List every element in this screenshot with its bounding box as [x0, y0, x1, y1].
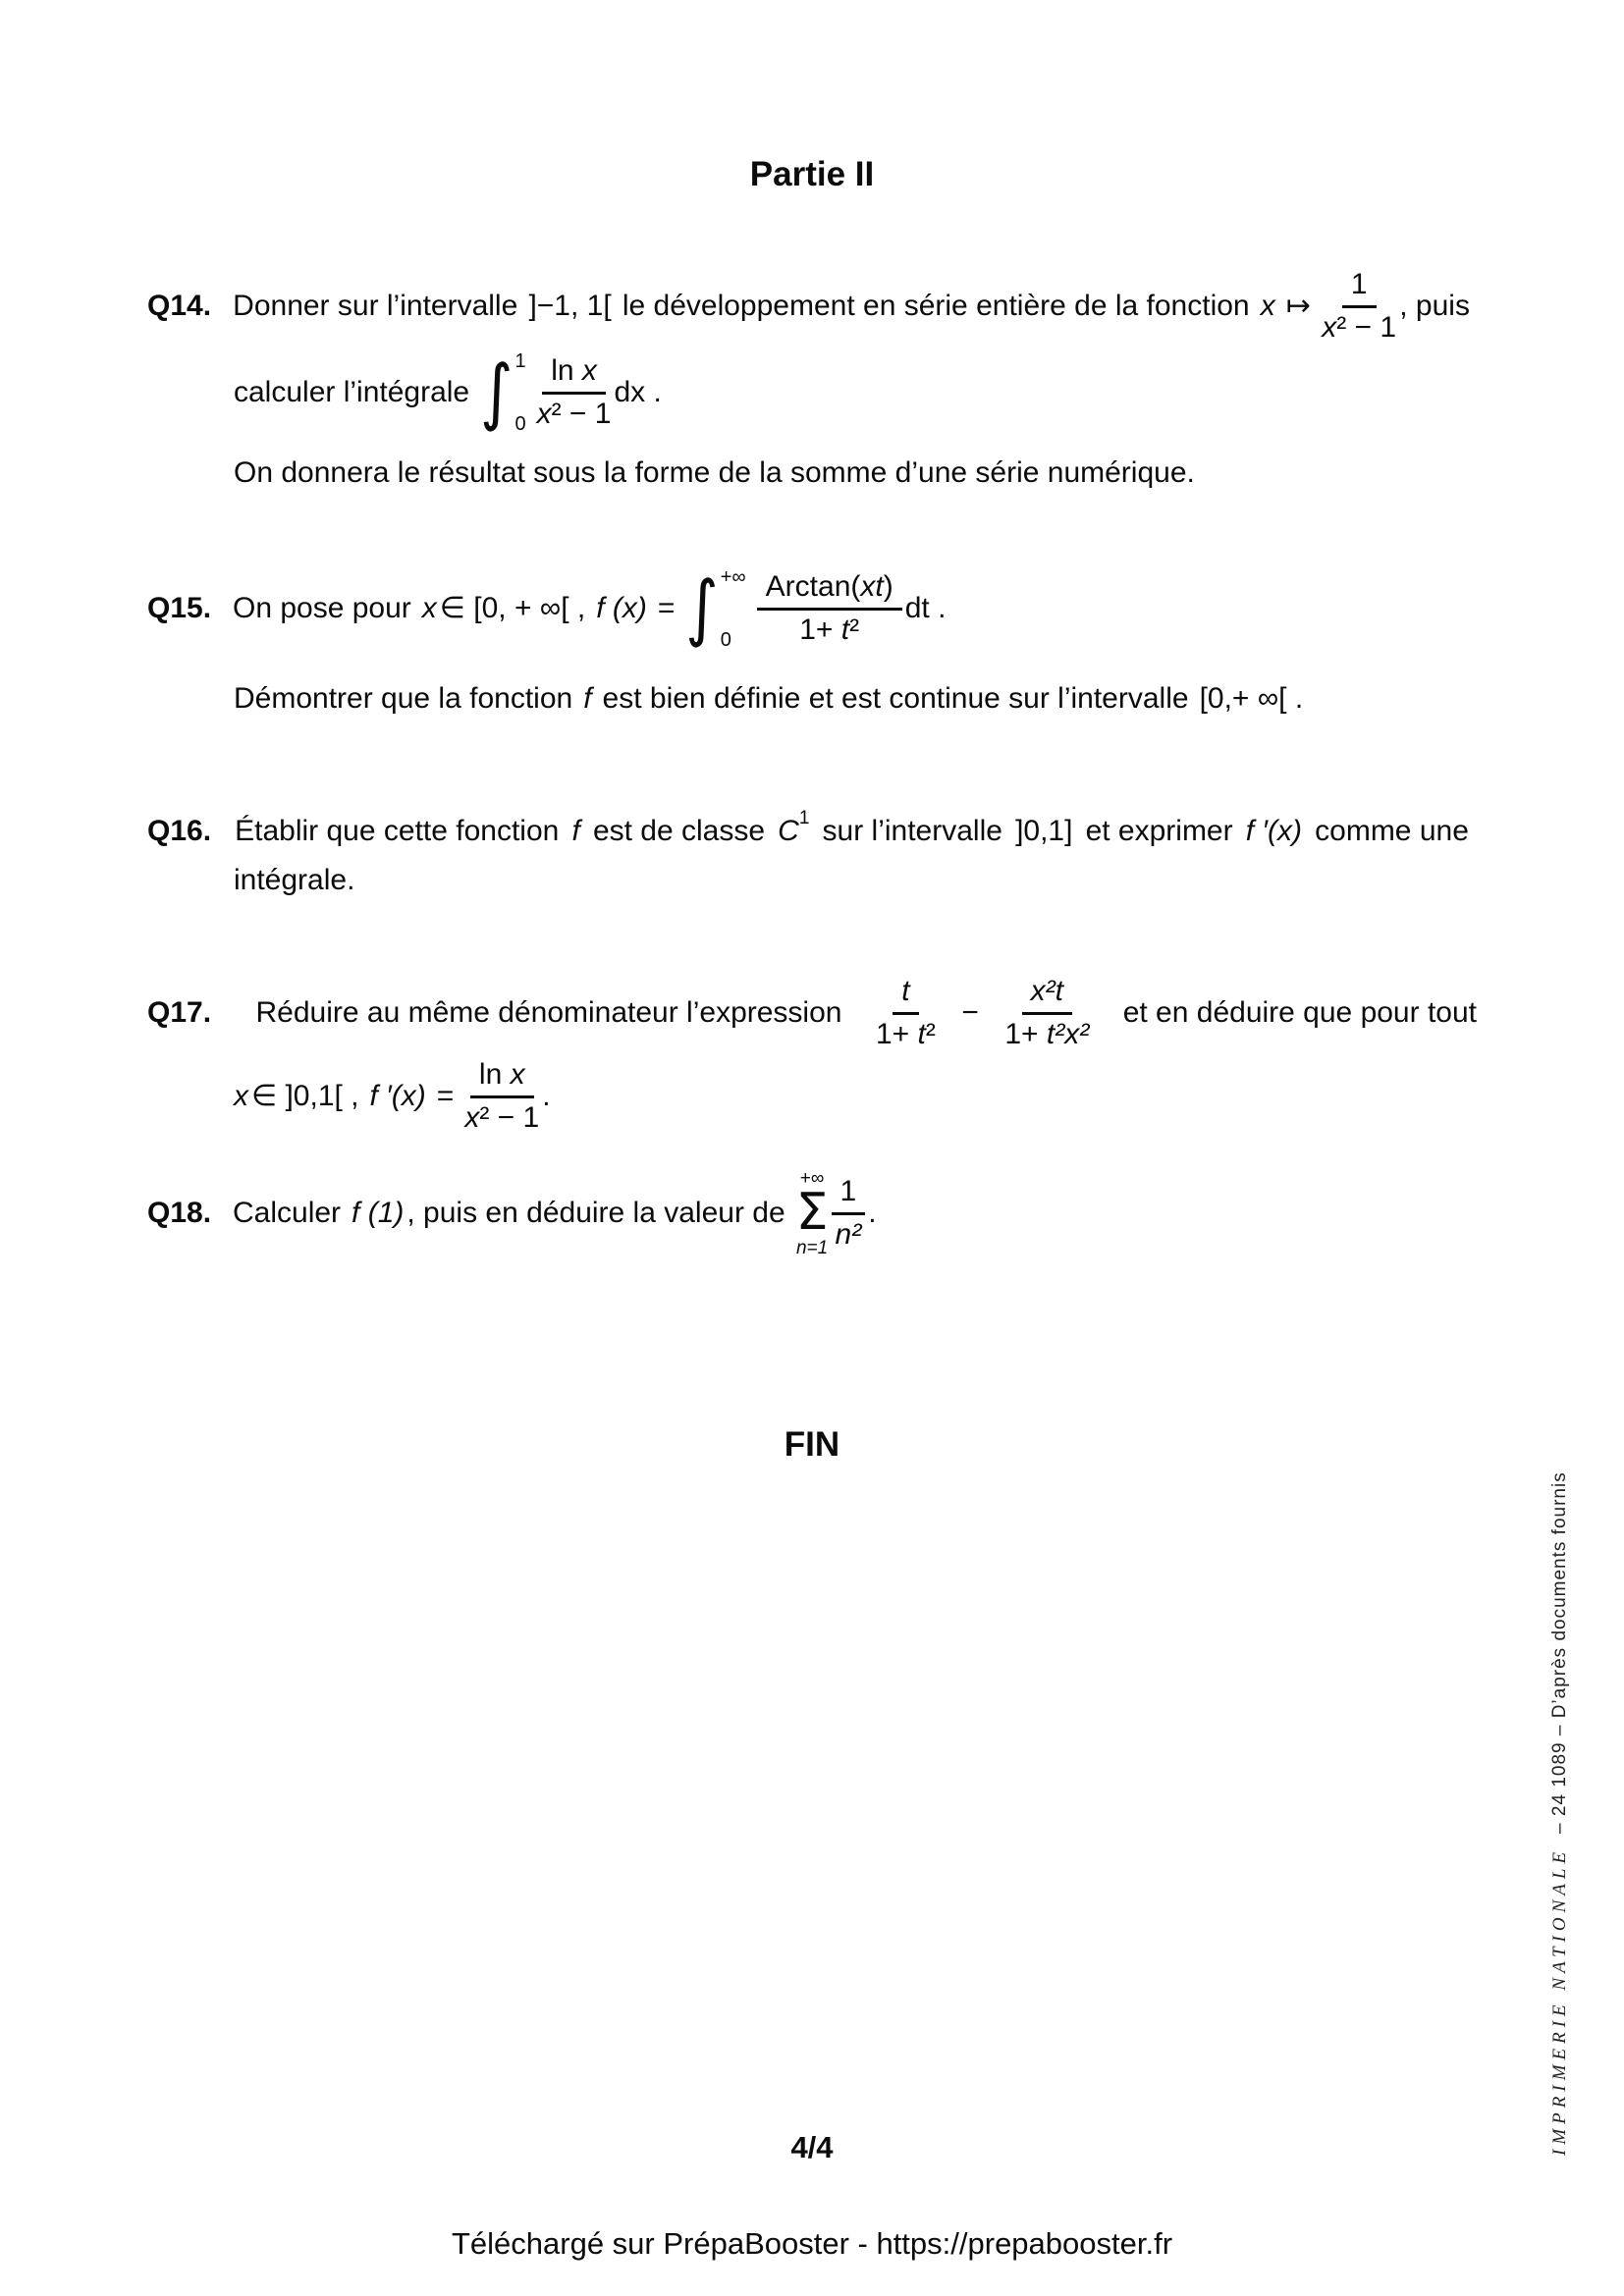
- sum-upper-limit: +∞: [799, 1168, 825, 1190]
- interval: ]−1, 1[: [528, 289, 612, 322]
- text-run: sur l’intervalle: [822, 814, 1002, 847]
- text-run: Donner sur l’intervalle: [233, 289, 518, 322]
- fraction-numerator: ln x: [470, 1058, 534, 1098]
- sigma-icon: Σ: [795, 1183, 829, 1243]
- interval: ]0,1]: [1015, 814, 1073, 847]
- fraction-denominator: x² − 1: [536, 397, 612, 430]
- integral-limits: [719, 567, 746, 650]
- text-run: intégrale.: [234, 863, 355, 896]
- fraction: [757, 570, 902, 647]
- section-heading-row: [0, 155, 1624, 194]
- text-run: est bien définie et est continue sur l’intervalle: [602, 681, 1189, 715]
- end-marker: FIN: [784, 1424, 840, 1464]
- fraction-numerator: 1: [832, 1175, 866, 1215]
- page-number-row: [0, 2130, 1624, 2165]
- text-run: , puis en déduire la valeur de: [406, 1196, 785, 1229]
- q14-label: Q14.: [147, 289, 212, 322]
- q16-label: Q16.: [147, 814, 212, 847]
- text-run: est de classe: [592, 814, 766, 847]
- text-run: Calculer: [233, 1196, 342, 1229]
- q17-line2: [234, 1052, 551, 1141]
- text-run: et exprimer: [1085, 814, 1233, 847]
- fraction: [876, 975, 936, 1051]
- integral-icon: ∫: [685, 566, 719, 651]
- integral-lower-limit: 0: [514, 413, 526, 435]
- fraction: [832, 1175, 866, 1252]
- integral-upper-limit: +∞: [720, 566, 746, 588]
- text-run: On donnera le résultat sous la forme de la somme d’une série numérique.: [234, 455, 1195, 489]
- q18-label: Q18.: [147, 1196, 212, 1229]
- math-var: x: [421, 591, 437, 624]
- page-number: 4/4: [790, 2130, 834, 2165]
- integral-limits: [513, 351, 525, 434]
- integral-lower-limit: 0: [720, 629, 731, 651]
- sum-lower-limit: n=1: [795, 1237, 829, 1258]
- interval: ∈ [0, + ∞[ ,: [439, 591, 586, 624]
- fraction-numerator: t: [893, 975, 918, 1015]
- fraction-denominator: 1+ t²: [875, 1017, 936, 1050]
- math-run: f (x): [596, 591, 647, 624]
- integral: [480, 349, 525, 436]
- class-c1: C 1: [778, 807, 810, 847]
- text-run: le développement en série entière de la fonction: [622, 289, 1250, 322]
- section-heading: Partie II: [749, 154, 875, 193]
- math-run: f ′(x): [369, 1079, 426, 1112]
- fraction-numerator: ln x: [542, 354, 606, 395]
- q17-line1: [147, 970, 1477, 1056]
- integral-icon: ∫: [480, 350, 514, 435]
- imprint-printer-name: IMPRIMERIE NATIONALE: [1549, 1846, 1570, 2156]
- math-run: f ′(x): [1245, 814, 1303, 847]
- q14-line1: [147, 261, 1470, 351]
- q17-label: Q17.: [147, 995, 212, 1029]
- integral: [685, 565, 745, 652]
- text-run: calculer l’intégrale: [234, 375, 470, 408]
- interval: [0,+ ∞[ .: [1199, 681, 1304, 715]
- q16-line2: [234, 863, 354, 898]
- fraction-numerator: 1: [1342, 268, 1377, 308]
- imprint-info: – 24 1089 – D’après documents fournis: [1549, 1471, 1570, 1834]
- math-var: f: [571, 814, 580, 847]
- footer-text: Téléchargé sur PrépaBooster - https://prepabooster.fr: [451, 2226, 1173, 2262]
- integral-upper-limit: 1: [514, 350, 526, 372]
- q15-line1: [147, 561, 946, 656]
- text-run: On pose pour: [233, 591, 411, 624]
- footer-row: [0, 2226, 1624, 2262]
- fraction-numerator: Arctan(xt): [757, 570, 902, 611]
- fraction: [537, 354, 612, 431]
- period: .: [542, 1079, 551, 1112]
- fraction: [1322, 268, 1396, 345]
- fraction-denominator: x² − 1: [1322, 310, 1397, 344]
- fraction-denominator: x² − 1: [464, 1100, 540, 1134]
- imprint-sidebar: [1549, 1471, 1571, 2156]
- end-marker-row: [0, 1425, 1624, 1465]
- fraction-denominator: 1+ t²x²: [1004, 1017, 1090, 1050]
- math-var: x: [234, 1079, 248, 1112]
- math-run: dx .: [614, 375, 662, 408]
- text-run: et en déduire que pour tout: [1122, 995, 1477, 1029]
- fraction: [1004, 975, 1089, 1051]
- q15-line2: [234, 681, 1303, 717]
- equals-sign: =: [657, 591, 676, 624]
- fraction-denominator: n²: [835, 1217, 862, 1251]
- math-run: dt .: [904, 591, 947, 624]
- minus-sign: −: [961, 995, 979, 1029]
- q16-line1: [147, 807, 1469, 850]
- fraction-denominator: 1+ t²: [799, 613, 860, 646]
- period: .: [868, 1196, 877, 1229]
- text-run: Réduire au même dénominateur l’expression: [255, 995, 842, 1029]
- math-run: f (1): [352, 1196, 405, 1229]
- fraction-numerator: x²t: [1022, 975, 1072, 1015]
- summation: [796, 1169, 829, 1256]
- q14-line3: [234, 455, 1195, 491]
- text-run: Démontrer que la fonction: [234, 681, 573, 715]
- math-var: f: [583, 681, 592, 715]
- q18-line1: [147, 1164, 877, 1262]
- text-run: , puis: [1399, 289, 1470, 322]
- text-run: comme une: [1315, 814, 1469, 847]
- math-var: x: [1260, 289, 1275, 322]
- mapsto-symbol: ↦: [1285, 289, 1312, 322]
- text-run: Établir que cette fonction: [235, 814, 560, 847]
- equals-sign: =: [436, 1079, 455, 1112]
- fraction: [464, 1058, 539, 1135]
- q15-label: Q15.: [147, 591, 212, 624]
- q14-line2: [234, 346, 662, 440]
- interval: ∈ ]0,1[ ,: [251, 1079, 359, 1112]
